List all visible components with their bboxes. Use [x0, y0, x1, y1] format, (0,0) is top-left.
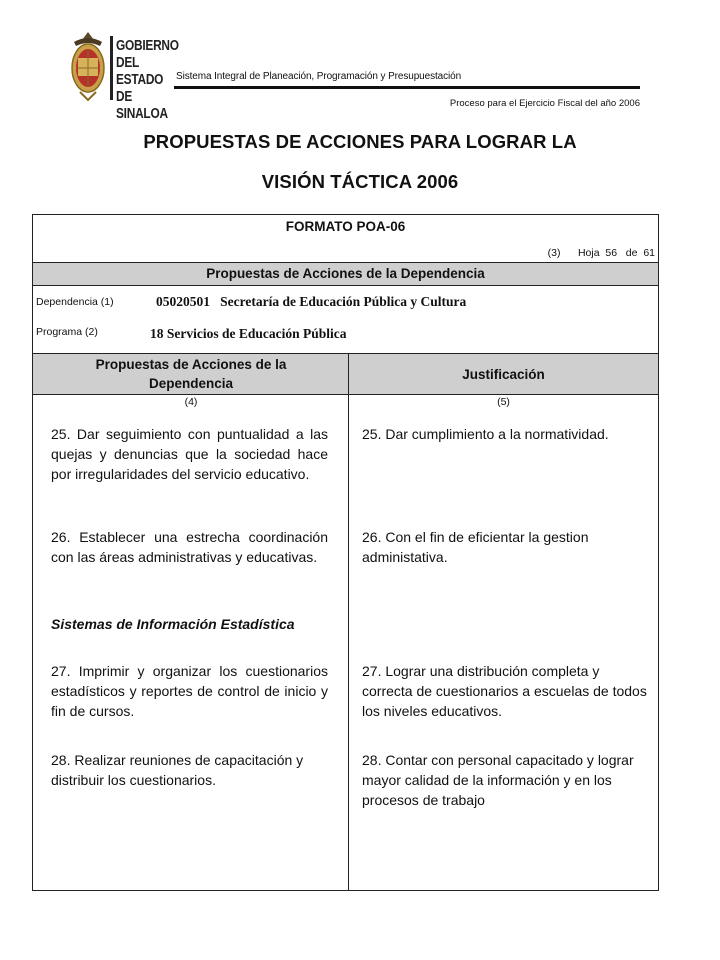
sinaloa-government-logo	[66, 30, 179, 122]
dependencia-value: 05020501 Secretaría de Educación Pública y Cultura	[156, 294, 467, 309]
action-26: 26. Establecer una estrecha coordinación con las áreas administrativas y educativas.	[51, 529, 328, 565]
column-header-justification: Justificación	[462, 366, 545, 382]
justification-25: 25. Dar cumplimiento a la normatividad.	[362, 426, 609, 442]
subsection-heading: Sistemas de Información Estadística	[51, 616, 295, 632]
logo-line-3: DE SINALOA	[116, 89, 168, 122]
section-title: Propuestas de Acciones de la Dependencia	[206, 266, 485, 281]
action-28: 28. Realizar reuniones de capacitación y distribuir los cuestionarios.	[51, 752, 304, 788]
section-header-band	[33, 262, 658, 286]
column-header-actions-label: Propuestas de Acciones de la Dependencia	[95, 357, 287, 391]
header-rule	[174, 86, 640, 89]
programa-value: 18 Servicios de Educación Pública	[150, 326, 347, 341]
column-divider	[348, 353, 349, 890]
action-27: 27. Imprimir y organizar los cuestionarios estadísticos y reportes de control de inicio y fin de cursos.	[51, 663, 328, 719]
dependencia-label: Dependencia (1)	[36, 296, 114, 308]
system-name: Sistema Integral de Planeación, Programación y Presupuestación	[176, 71, 462, 82]
justification-26: 26. Con el fin de eficientar la gestion administativa.	[362, 529, 589, 565]
action-25: 25. Dar seguimiento con puntualidad a las quejas y denuncias que la sociedad hace por irregularidades del servicio educativo.	[51, 426, 328, 482]
logo-line-1: GOBIERNO	[116, 38, 179, 54]
page-title-line-2: VISIÓN TÁCTICA 2006	[261, 171, 459, 192]
sheet-number: (3) Hoja 56 de 61	[547, 247, 655, 259]
process-year: Proceso para el Ejercicio Fiscal del año 2006	[449, 98, 640, 109]
format-code: FORMATO POA-06	[285, 219, 406, 234]
justification-27: 27. Lograr una distribución completa y correcta de cuestionarios a escuelas de todos los niveles educativos.	[362, 663, 647, 719]
programa-label: Programa (2)	[36, 326, 98, 338]
column-header-actions	[33, 353, 349, 395]
column-number-4: (4)	[184, 396, 198, 408]
logo-line-2: DEL ESTADO	[116, 55, 164, 88]
justification-28: 28. Contar con personal capacitado y lograr mayor calidad de la información y en los procesos de trabajo	[362, 752, 634, 808]
column-number-5: (5)	[497, 396, 510, 408]
page-title-line-1: PROPUESTAS DE ACCIONES PARA LOGRAR LA	[143, 131, 577, 152]
